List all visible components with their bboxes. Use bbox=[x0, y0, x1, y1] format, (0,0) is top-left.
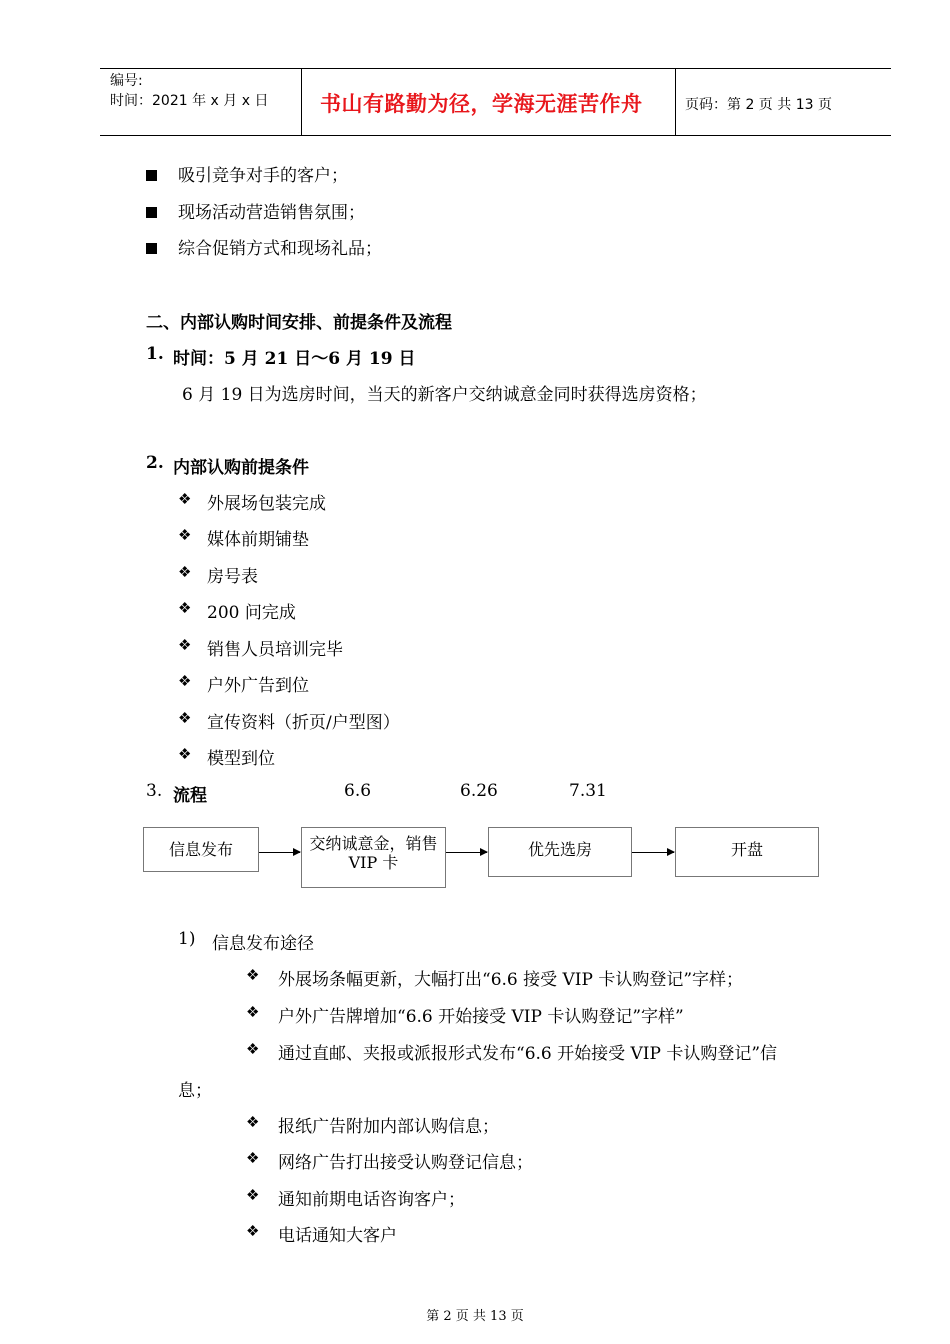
bullet-item: 综合促销方式和现场礼品； bbox=[178, 239, 382, 259]
channel-item: 户外广告牌增加“6.6 开始接受 VIP 卡认购登记”字样” bbox=[278, 1007, 684, 1027]
square-bullet-icon bbox=[146, 239, 157, 258]
diamond-bullet-icon: ❖ bbox=[178, 672, 192, 690]
flow-box-label: VIP 卡 bbox=[348, 853, 399, 872]
flow-box-label: 优先选房 bbox=[527, 840, 592, 859]
diamond-bullet-icon: ❖ bbox=[246, 1003, 260, 1021]
channel-item: 电话通知大客户 bbox=[278, 1226, 397, 1246]
flow-box-deposit-vip bbox=[301, 827, 446, 888]
diamond-bullet-icon: ❖ bbox=[178, 526, 192, 544]
header-divider-left bbox=[301, 68, 302, 136]
channel-item: 网络广告打出接受认购登记信息； bbox=[278, 1153, 533, 1173]
header-top-rule bbox=[100, 68, 891, 69]
flow-box-label: 信息发布 bbox=[168, 840, 233, 859]
item1-number: 1. bbox=[146, 344, 164, 364]
condition-item: 200 问完成 bbox=[207, 603, 296, 623]
channel-item: 报纸广告附加内部认购信息； bbox=[278, 1117, 499, 1137]
flow-arrow bbox=[259, 852, 300, 853]
flow-box-label: 开盘 bbox=[730, 840, 763, 859]
diamond-bullet-icon: ❖ bbox=[246, 1186, 260, 1204]
condition-item: 销售人员培训完毕 bbox=[207, 640, 343, 660]
channel-item: 通过直邮、夹报或派报形式发布“6.6 开始接受 VIP 卡认购登记”信 bbox=[278, 1044, 778, 1064]
sub1-number: 1) bbox=[178, 929, 196, 949]
diamond-bullet-icon: ❖ bbox=[178, 709, 192, 727]
item2-title: 内部认购前提条件 bbox=[173, 458, 309, 478]
condition-item: 媒体前期铺垫 bbox=[207, 530, 309, 550]
header-motto: 书山有路勤为径，学海无涯苦作舟 bbox=[320, 92, 643, 116]
header-time-label: 时间：2021 年 x 月 x 日 bbox=[110, 93, 269, 109]
flow-box-opening bbox=[675, 827, 819, 877]
condition-item: 外展场包装完成 bbox=[207, 494, 326, 514]
channel-item: 通知前期电话咨询客户； bbox=[278, 1190, 465, 1210]
flow-box-info-release bbox=[143, 827, 259, 872]
item1-text: 6 月 19 日为选房时间，当天的新客户交纳诚意金同时获得选房资格； bbox=[182, 385, 707, 405]
diamond-bullet-icon: ❖ bbox=[178, 745, 192, 763]
flow-date: 7.31 bbox=[569, 781, 607, 801]
condition-item: 宣传资料（折页/户型图） bbox=[207, 713, 400, 733]
diamond-bullet-icon: ❖ bbox=[178, 490, 192, 508]
square-bullet-icon bbox=[146, 203, 157, 222]
diamond-bullet-icon: ❖ bbox=[246, 1149, 260, 1167]
header-page-label: 页码：第 2 页 共 13 页 bbox=[685, 97, 832, 113]
diamond-bullet-icon: ❖ bbox=[246, 1040, 260, 1058]
diamond-bullet-icon: ❖ bbox=[246, 1113, 260, 1131]
section-title: 二、内部认购时间安排、前提条件及流程 bbox=[146, 313, 452, 333]
bullet-item: 现场活动营造销售氛围； bbox=[178, 203, 365, 223]
sub1-title: 信息发布途径 bbox=[212, 934, 314, 954]
diamond-bullet-icon: ❖ bbox=[178, 599, 192, 617]
header-number-label: 编号: bbox=[110, 73, 143, 89]
flow-arrow bbox=[632, 852, 674, 853]
bullet-item: 吸引竞争对手的客户； bbox=[178, 166, 348, 186]
item3-title: 流程 bbox=[173, 786, 207, 806]
header-bottom-rule bbox=[100, 135, 891, 136]
flow-date: 6.26 bbox=[460, 781, 498, 801]
item3-number: 3. bbox=[146, 781, 163, 801]
item1-title: 时间：5 月 21 日～6 月 19 日 bbox=[173, 349, 416, 369]
condition-item: 模型到位 bbox=[207, 749, 275, 769]
diamond-bullet-icon: ❖ bbox=[246, 1222, 260, 1240]
condition-item: 户外广告到位 bbox=[207, 676, 309, 696]
flow-box-label: 交纳诚意金，销售 bbox=[309, 834, 438, 853]
flow-date: 6.6 bbox=[344, 781, 372, 801]
diamond-bullet-icon: ❖ bbox=[178, 636, 192, 654]
square-bullet-icon bbox=[146, 166, 157, 185]
page-footer: 第 2 页 共 13 页 bbox=[426, 1309, 524, 1324]
flow-box-priority-selection bbox=[488, 827, 632, 877]
diamond-bullet-icon: ❖ bbox=[246, 966, 260, 984]
flow-arrow bbox=[446, 852, 487, 853]
condition-item: 房号表 bbox=[207, 567, 258, 587]
item2-number: 2. bbox=[146, 453, 164, 473]
channel-item-continuation: 息； bbox=[178, 1081, 212, 1101]
channel-item: 外展场条幅更新，大幅打出“6.6 接受 VIP 卡认购登记”字样； bbox=[278, 970, 744, 990]
diamond-bullet-icon: ❖ bbox=[178, 563, 192, 581]
header-divider-right bbox=[675, 68, 676, 136]
